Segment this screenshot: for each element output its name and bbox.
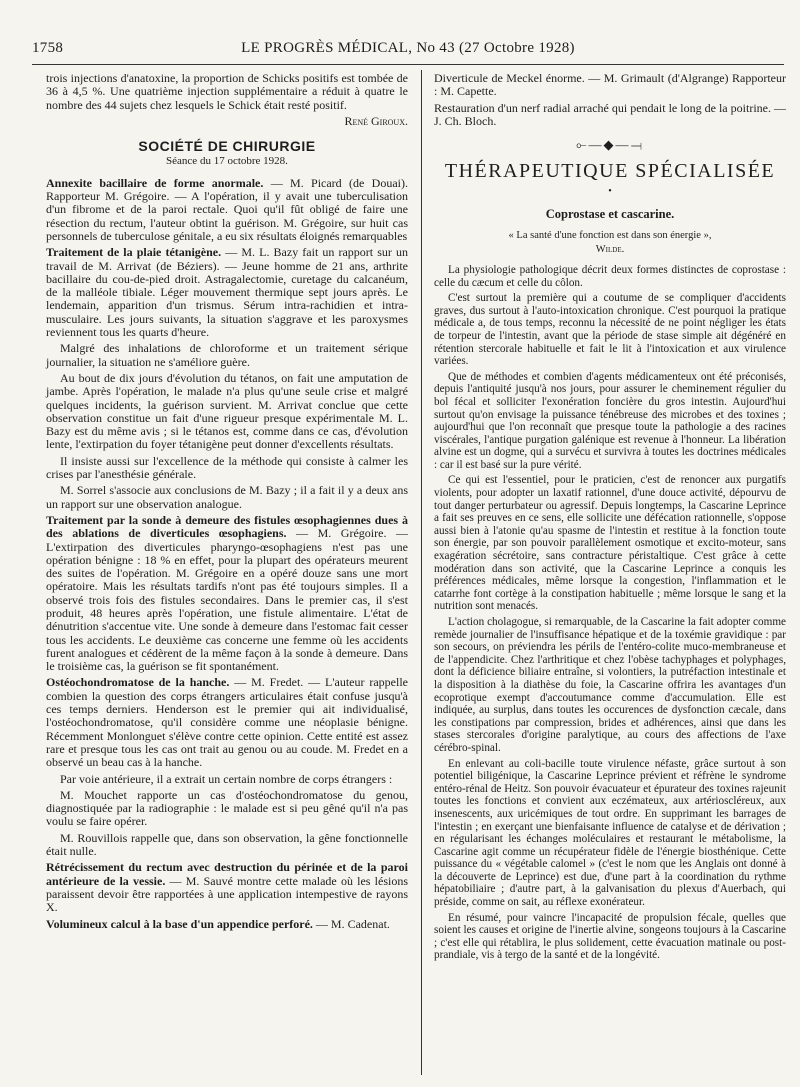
section-title-chirurgie: SOCIÉTÉ DE CHIRURGIE [138,138,316,155]
paragraph: Par voie antérieure, il a extrait un certain nombre de corps étrangers : [60,771,393,786]
article-retrecissement [46,861,408,914]
paragraph: M. Mouchet rapporte un cas d'ostéochondromatose du genou, diagnostiquée par la radiographie : le malade est si peu gêné qu'il n'a pas voulu se faire opérer. [46,787,408,829]
paragraph: En résumé, pour vaincre l'incapacité de propulsion fécale, quelles que soient les causes et origine de l'inertie alvine, songeons toujours à la Cascarine ; c'est elle qui rétablira, le plus solidement, cette évacuation matinale ou post-prandiale, vis à tergo de la santé et de la longévité. [434,911,786,962]
paragraph: En enlevant au coli-bacille toute virulence néfaste, grâce surtout à son potentiel biligénique, la Cascarine Leprince prévient et réfrène le syndrome entéro-rénal de Heitz. Son pouvoir évacuateur et épurateur des toxines rajeunit toutes les fonctions et convient aux eczémateux, aux artérioscléreux, aux insenescents, aux uricémiques de tout ordre. En supprimant les barrages de l'intestin ; en exerçant une bienfaisante influence de catalyse et de dérivation ; en régularisant les échanges moléculaires et restaurant le métabolisme, la Cascarine agit comme un récupérateur fidèle de l'énergie biosthénique. Cette puissance du « végétable calomel » (c'est le nom que les Anglais ont donné à la découverte de Leprince) est due, d'une part à la coordination du rythme hépatobiliaire ; d'autre part, à la galvanisation du plexus d'Auerbach, qui préside, comme on sait, au réflexe exonérateur. [434,757,786,909]
article-title: Traitement par la sonde à demeure des fistules œsophagiennes dues à des ablations de diverticules œsophagiens. [46,512,408,541]
article-title: Volumineux calcul à la base d'un appendice perforé. [46,916,313,931]
journal-title: LE PROGRÈS MÉDICAL, No 43 (27 Octobre 1928) [241,40,575,56]
section-title-therapeutique: THÉRAPEUTIQUE SPÉCIALISÉE [444,160,776,183]
paragraph: M. Sorrel s'associe aux conclusions de M. Bazy ; il a fait il y a deux ans un rapport sur une observation analogue. [46,483,408,511]
right-column [434,72,786,965]
article-body: — M. Grégoire. — L'extirpation des diverticules pharyngo-œsophagiens n'est pas une opération bénigne : 18 % en effet, pour la plupart des opérateurs meurent des suites de l'opération. M. Grégoire en a opéré douze sans une mort opératoire. Mais les résultats tardifs n'ont pas été toujours simples. Il a observé trois fois des fistules secondaires. Dans le premier cas, il s'est produit, 48 heures après l'opération, une fistule alimentaire. L'état de dénutrition s'accentue vite. Une sonde à demeure dans l'estomac fait cesser tous les accidents. Le deuxième cas concerne une femme où les accidents furent analogues et cédèrent de la même façon à la sonde à demeure. Dans le troisième cas, la guérison se fit spontanément. [46,526,408,674]
page-number: 1758 [32,40,64,56]
ornament-divider: ⟜—◆—⟞ [576,137,644,153]
article-subtitle: Coprostase et cascarine. [545,207,675,222]
article-meckel: Diverticule de Meckel énorme. — M. Grimault (d'Algrange) Rapporteur : M. Capette. [434,71,786,99]
ornament-dot: • [608,185,612,197]
column-divider [421,70,422,1075]
paragraph: L'action cholagogue, si remarquable, de la Cascarine la fait adopter comme remède journalier de l'insuffisance hépatique et de la toxémie gravidique : par son secours, on préviendra les périls de l'entéro-colite muco-membraneuse et de l'appendicite. Chez l'arthritique et chez l'obèse tachyphages et polyphages, dont la déficience biliaire entraîne, si volontiers, la putréfaction intestinale et la disposition à la diathèse du foie, la Cascarine offrira les avantages d'un ecoprotique exempt d'accoutumance comme d'accumulation. Elle est indiquée, au surplus, dans toutes les occurences de dysfonction cæcale, dans les constipations par compression, brides et adhérences, ainsi que dans les stases stercorales d'origine paralytique, au cours des affections de l'axe cérébro-spinal. [434,616,786,754]
article-body: — M. Cadenat. [315,916,390,931]
paragraph: Il insiste aussi sur l'excellence de la méthode qui consiste à calmer les crises par l'anesthésie générale. [46,453,408,482]
paragraph: M. Rouvillois rappelle que, dans son observation, la gêne fonctionnelle était nulle. [46,830,408,859]
epigraph-quote: « La santé d'une fonction est dans son énergie », [508,230,712,242]
page-header [32,40,784,62]
article-title: Annexite bacillaire de forme anormale. [46,175,264,190]
article-tetanos [46,246,408,339]
paragraph: Malgré des inhalations de chloroforme et un traitement sérique journalier, la situation ne s'améliore guère. [46,341,408,369]
signature: René Giroux. [344,113,408,128]
article-body: — M. Sauvé montre cette malade où les lésions paraissent devoir être rapportées à une application intempestive de rayons X. [46,873,408,915]
therapeutique-body [434,264,786,962]
paragraph: La physiologie pathologique décrit deux formes distinctes de coprostase : celle du cæcum et celle du côlon. [434,263,786,289]
article-calcul [46,918,408,931]
article-title: Traitement de la plaie tétanigène. [46,245,222,260]
article-body: — M. Picard (de Douai). Rapporteur M. Grégoire. — A l'opération, il y avait une tuberculisation d'un fibrome et de la paroi rectale. Quoi qu'il fût obligé de faire une résection du rectum, l'auteur obtint la guérison. M. Grégoire, sur huit cas personnels de tuberculose génitale, a eu six résultats éloignés remarquables [46,175,408,243]
paragraph: C'est surtout la première qui a coutume de se compliquer d'accidents graves, dus surtout à l'auto-intoxication chronique. C'est pourquoi la pratique médicale a, de tous temps, reconnu la nécessité de ne point négliger les états de torpeur de l'intestin, avant que la période de stase simple ait dégénéré en rétention stercorale habituelle et fait le lit à l'intoxication et aux virulence variées. [434,292,786,368]
intro-paragraph: trois injections d'anatoxine, la proportion de Schicks positifs est tombée de 36 à 4,5 %. Une quatrième injection supplémentaire a réduit à quatre le nombre des 44 sujets chez lesquels le Schick était resté positif. [46,71,408,112]
seance-date: Séance du 17 octobre 1928. [166,155,288,168]
article-title: Rétrécissement du rectum avec destruction du périnée et de la paroi antérieure de la vessie. [46,860,408,888]
article-osteochondromatose [46,676,408,769]
article-nerf-radial: Restauration d'un nerf radial arraché qui pendait le long de la poitrine. — J. Ch. Bloch. [434,100,786,128]
paragraph: Au bout de dix jours d'évolution du tétanos, on fait une amputation de jambe. Après l'opération, le malade n'a plus qu'une seule crise et malgré quelques incidents, la guérison survient. M. Arrivat conclue que cette observation constitue un fait d'une rigueur presque expérimentale M. L. Bazy est du même avis ; si le tétanos est, comme dans ce cas, d'évolution lente, l'extirpation du foyer tétanigène peut donner d'excellents résultats. [46,370,408,452]
paragraph: Que de méthodes et combien d'agents médicamenteux ont été préconisés, depuis l'antiquité jusqu'à nos jours, pour assurer le cheminement régulier du bol fécal et solliciter l'exonération foncière du gros intestin. Aujourd'hui surtout qu'on envisage la puissance ténébreuse des microbes et des toxines ; aujourd'hui que l'on reconnaît que presque toute la pathologie a des racines viscérales, l'antique purgation galénique est revenue à l'honneur. La libération alvine est un dogme, qui a survécu et survivra à toutes les doctrines médicales : car il est basé sur la pure vérité. [434,370,786,471]
article-annexite [46,177,408,243]
article-fistules [46,514,408,674]
epigraph-author: Wilde. [595,243,625,255]
article-body: — M. L. Bazy fait un rapport sur un travail de M. Arrivat (de Béziers). — Jeune homme de 21 ans, arthrite bacillaire du cou-de-pied droit. Astragalectomie, curetage du calcanéum, de la malléole tibiale. Léger mouvement thermique sept jours après. Le lendemain, apparition d'un trismus. Sérum intra-rachidien et intra-musculaire. Les jours suivants, la situation s'aggrave et les paroxysmes reviennent tous les quarts d'heure. [46,245,409,340]
left-column [46,72,408,934]
header-rule [32,64,784,65]
article-body: — M. Fredet. — L'auteur rappelle combien la question des corps étrangers articulaires était confuse jusqu'à ces temps derniers. Henderson est le premier qui ait individualisé, l'ostéochondromatose, qu'il considère comme une néoplasie bénigne. Récemment Monlonguet s'élève contre cette opinion. Cette entité est assez rare et presque tous les cas ont trait au genou ou au coude. M. Fredet en a observé un beau cas à la hanche. [46,675,409,770]
article-title: Ostéochondromatose de la hanche. [46,675,230,690]
paragraph: Ce qui est l'essentiel, pour le praticien, c'est de renoncer aux purgatifs violents, pour adopter un laxatif rationnel, d'une douce activité, dépourvu de tout danger perturbateur ou agressif. Depuis longtemps, la Cascarine Leprince a fait ses preuves en ce sens, elle sollicite une défécation rationnelle, s'oppose aussi bien à l'atonie qu'au spasme de l'intestin et restitue à la fonction toute son énergie, par son pouvoir parallèlement osmotique et excito-moteur, sans exagération sécrétoire, sans contracture péristaltique. C'est grâce à cette modération dans son activité, que la Cascarine Leprince a conquis les préférences médicales, même lorsque la congestion, l'inflammation et le catarrhe font cortège à la constipation habituelle ; même lorsque le sang et la nutrition sont menacés. [434,474,786,613]
